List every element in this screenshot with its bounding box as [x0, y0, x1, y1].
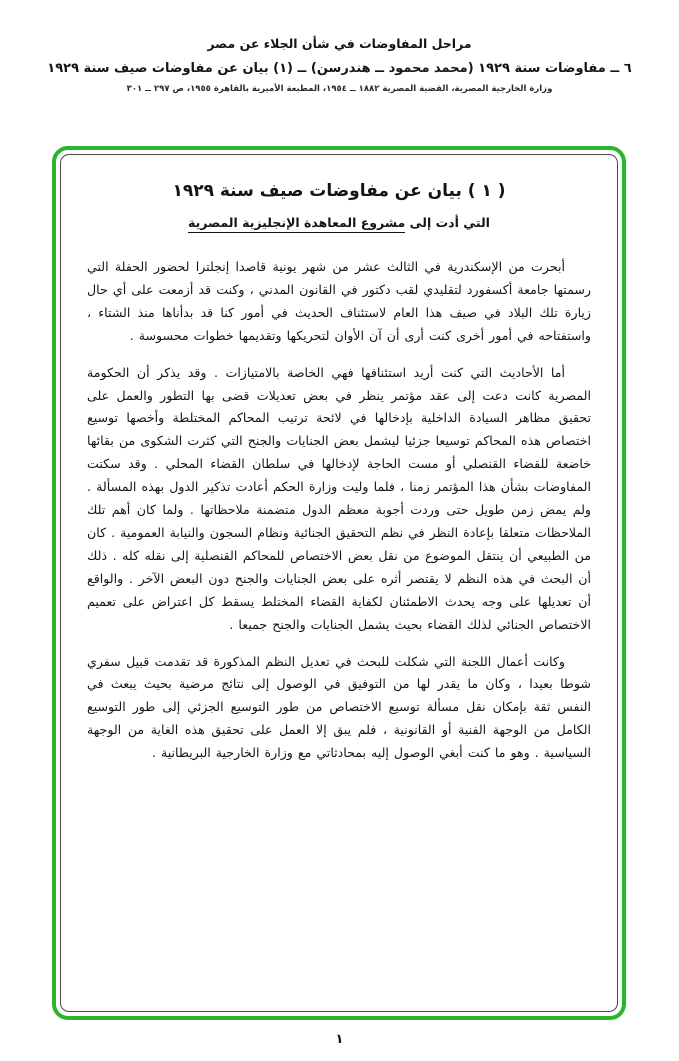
inner-border-frame	[60, 154, 618, 1012]
paragraph-3: وكانت أعمال اللجنة التي شكلت للبحث في تعديل النظم المذكورة قد تقدمت قبيل سفري شوطا بعيدا ، وكان ما يقدر لها من التوفيق في الوصول إلى نتائج مرضية بحيث يبعث في النفس ثقة بإمكان نقل مسألة توسيع الاختصاص من طور التوسيع الجزئي إلى طور التوسيع الكامل من الوجهة الفنية أو القانونية ، فلم يبق إلا العمل على تحقيق هذه الغاية من الوجهة السياسية . وهو ما كنت أبغي الوصول إليه بمحادثاتي مع وزارة الخارجية البريطانية .	[87, 653, 591, 761]
green-border-frame	[52, 146, 626, 1020]
document-title: ( ١ ) بيان عن مفاوضات صيف سنة ١٩٢٩	[172, 181, 506, 201]
header-series-title: مراحل المفاوضات في شأن الجلاء عن مصر	[207, 36, 472, 51]
header-chapter-title: ٦ ــ مفاوضات سنة ١٩٢٩ (محمد محمود ــ هندرسن) ــ (١) بيان عن مفاوضات صيف سنة ١٩٢٩	[47, 61, 632, 76]
header-source-citation: وزارة الخارجية المصرية، القضية المصرية ١٨٨٢ ــ ١٩٥٤، المطبعة الأميرية بالقاهرة ١٩٥٥، ص ٢٩٧ ــ ٣٠١	[126, 84, 553, 94]
subtitle-underlined-text: مشروع المعاهدة الإنجليزية المصرية	[188, 215, 405, 233]
page-header	[0, 0, 679, 94]
page-number: ١	[335, 1032, 344, 1047]
document-body	[87, 256, 591, 765]
subtitle-prefix: التي أدت إلى	[409, 215, 490, 230]
paragraph-2: أما الأحاديث التي كنت أريد استئنافها فهي الخاصة بالامتيازات . وقد يذكر أن الحكومة المصرية كانت دعت إلى عقد مؤتمر ينظر في بعض تعديلات قضى بها التطور والعمل على تحقيق مظاهر السيادة الداخلية بإدخالها في لائحة ترتيب المحاكم المختلطة وأخصها توسيع اختصاص هذه المحاكم توسيعا جزئيا ليشمل بعض الجنايات والجنح التي كثرت الشكوى من بقائها خاضعة للقضاء القنصلي أو مست الحاجة لإدخالها في سلطان القضاء المحلي . وقد سكتت المفاوضات بشأن هذا المؤتمر زمنا ، فلما وليت وزارة الحكم أعادت تذكير الدول بهذه المسألة . ولم يمض زمن طويل حتى وردت أجوبة معظم الدول متضمنة ملاحظاتها . ولما كان أهم تلك الملاحظات متعلقا بإعادة النظر في نظم التحقيق الجنائية ونظام السجون والنيابة العمومية . كان من الطبيعي أن ينتقل الموضوع من نقل بعض الاختصاص للمحاكم القنصلية إلى نقله كله . ذلك أن البحث في هذه النظم لا يقتصر أثره على بعض الجنايات والجنح دون البعض الآخر . والواقع أن تعديلها على وجه يحدث الاطمئنان لكفاية القضاء المختلط يسقط كل اعتراض على تعميم الاختصاص الجنائي لذلك القضاء بحيث يشمل الجنايات والجنح جميعا .	[87, 364, 591, 632]
paragraph-1: أبحرت من الإسكندرية في الثالث عشر من شهر يونية قاصدا إنجلترا لحضور الحفلة التي رسمتها جامعة أكسفورد لتقليدي لقب دكتور في القانون المدني ، وكنت قد أزمعت على أي حال زيارة تلك البلاد في صيف هذا العام لاستئناف الحديث في أمور كنا قد بدأناها منذ الشتاء ، واستفتاحه في أمور أخرى كنت أرى أن آن الأوان لتحريكها وتقديمها خطوات محسوسة .	[87, 259, 591, 343]
document-subtitle	[87, 215, 591, 230]
